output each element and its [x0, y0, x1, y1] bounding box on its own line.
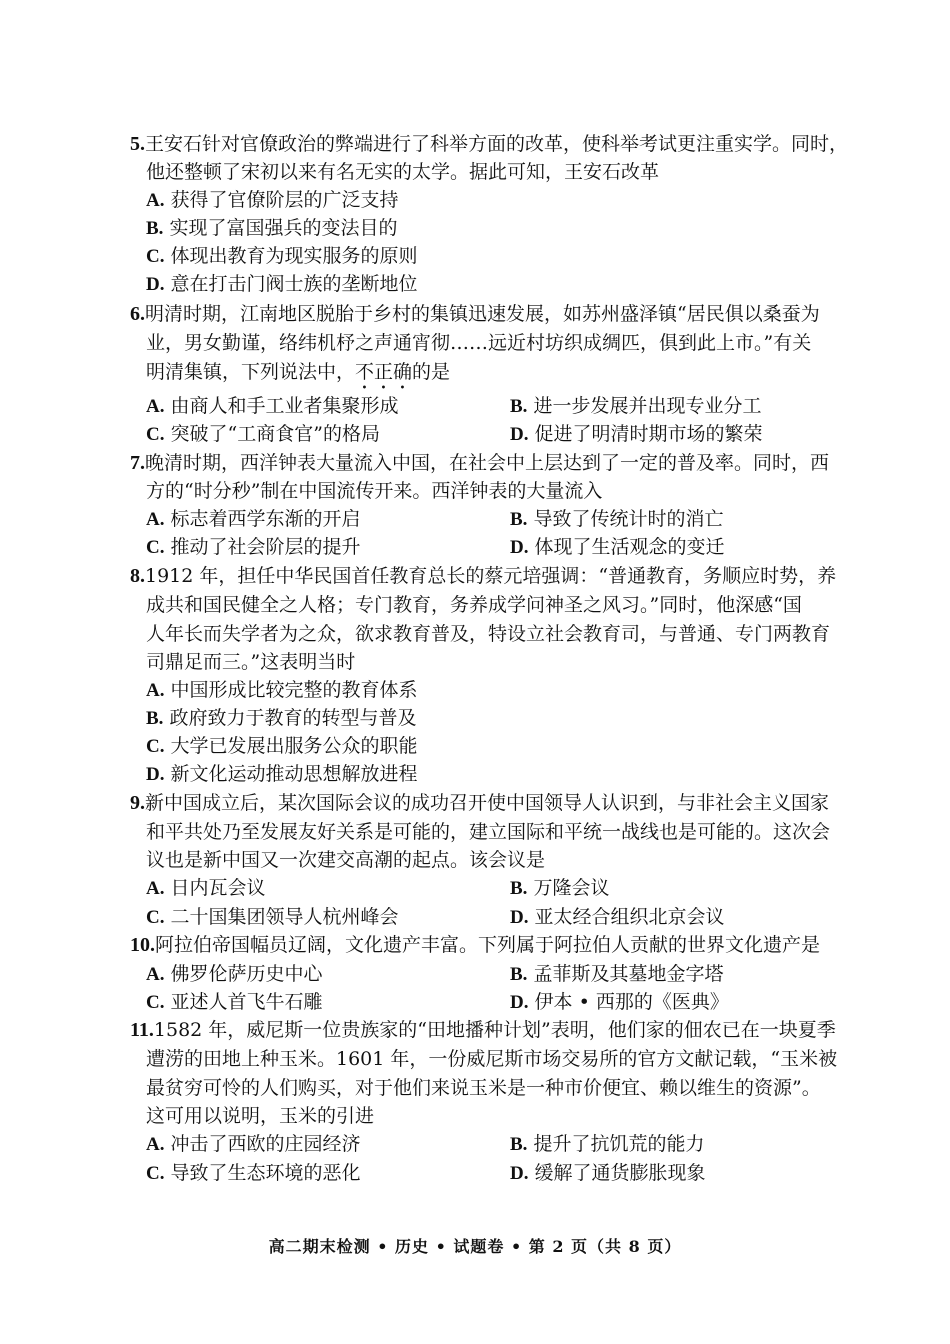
question-5-line-1	[130, 130, 850, 158]
option-text: 导致了生态环境的恶化	[170, 1162, 361, 1184]
option-a[interactable]	[146, 505, 361, 534]
option-text: 体现了生活观念的变迁	[534, 536, 725, 558]
option-letter: A.	[146, 396, 165, 417]
question-text: 阿拉伯帝国幅员辽阔，文化遗产丰富。下列属于阿拉伯人贡献的世界文化遗产是	[155, 934, 821, 956]
option-c[interactable]	[146, 732, 418, 761]
option-text: 提升了抗饥荒的能力	[533, 1133, 705, 1155]
question-number: 11.	[130, 1019, 154, 1041]
question-9-line-3: 议也是新中国又一次建交高潮的起点。该会议是	[146, 849, 546, 871]
question-text: 的是	[412, 361, 451, 383]
option-b[interactable]	[510, 1130, 705, 1159]
option-letter: C.	[146, 1163, 165, 1184]
option-d[interactable]	[510, 903, 725, 932]
option-text: 佛罗伦萨历史中心	[170, 963, 323, 985]
option-a[interactable]	[146, 960, 323, 989]
option-text: 孟菲斯及其墓地金字塔	[533, 963, 724, 985]
option-letter: B.	[510, 1134, 528, 1155]
question-text: 明清集镇，下列说法中，	[146, 361, 356, 383]
question-10-line-1	[130, 931, 850, 959]
option-letter: A.	[146, 509, 165, 530]
option-text: 二十国集团领导人杭州峰会	[170, 906, 399, 928]
question-number: 6.	[130, 303, 145, 325]
option-text: 亚述人首飞牛石雕	[170, 991, 323, 1013]
option-c[interactable]	[146, 533, 361, 562]
option-letter: D.	[510, 992, 529, 1013]
option-text: 由商人和手工业者集聚形成	[170, 395, 399, 417]
option-letter: C.	[146, 537, 165, 558]
option-letter: C.	[146, 246, 165, 267]
option-b[interactable]	[510, 392, 762, 421]
option-text: 日内瓦会议	[170, 877, 266, 899]
option-a[interactable]	[146, 874, 266, 903]
option-text: 获得了官僚阶层的广泛支持	[170, 189, 399, 211]
question-8-line-1	[130, 562, 850, 590]
option-d[interactable]	[510, 988, 729, 1017]
question-number: 8.	[130, 565, 145, 587]
question-text: 晚清时期，西洋钟表大量流入中国，在社会中上层达到了一定的普及率。同时，西	[145, 452, 830, 474]
question-9-line-2: 和平共处乃至发展友好关系是可能的，建立国际和平统一战线也是可能的。这次会	[146, 821, 831, 843]
question-number: 5.	[130, 133, 145, 155]
question-6-line-2: 业，男女勤谨，络纬机杼之声通宵彻……远近村坊织成绸匹，俱到此上市。”有关	[146, 332, 812, 354]
question-5-line-2: 他还整顿了宋初以来有名无实的太学。据此可知，王安石改革	[146, 161, 660, 183]
option-letter: B.	[146, 708, 164, 729]
option-a[interactable]	[146, 676, 418, 705]
option-letter: C.	[146, 424, 165, 445]
page-footer: 高二期末检测 • 历史 • 试题卷 • 第 2 页（共 8 页）	[268, 1237, 682, 1256]
option-letter: D.	[510, 424, 529, 445]
option-letter: B.	[510, 396, 528, 417]
question-text: 明清时期，江南地区脱胎于乡村的集镇迅速发展，如苏州盛泽镇“居民俱以桑蚕为	[145, 303, 820, 325]
option-letter: B.	[510, 509, 528, 530]
option-text: 体现出教育为现实服务的原则	[170, 245, 418, 267]
question-text: 王安石针对官僚政治的弊端进行了科举方面的改革，使科举考试更注重实学。同时，	[145, 133, 849, 155]
option-letter: C.	[146, 907, 165, 928]
question-11-line-1	[130, 1016, 850, 1044]
question-8-line-3: 人年长而失学者为之众，欲求教育普及，特设立社会教育司，与普通、专门两教育	[146, 623, 831, 645]
option-text: 实现了富国强兵的变法目的	[169, 217, 398, 239]
option-letter: A.	[146, 1134, 165, 1155]
question-6-line-3	[146, 358, 866, 394]
option-letter: A.	[146, 190, 165, 211]
question-7-line-2: 方的“时分秒”制在中国流传开来。西洋钟表的大量流入	[146, 480, 603, 502]
option-text: 中国形成比较完整的教育体系	[170, 679, 418, 701]
question-11-line-4: 这可用以说明，玉米的引进	[146, 1105, 375, 1127]
option-d[interactable]	[146, 270, 418, 299]
option-letter: D.	[146, 764, 165, 785]
option-text: 冲击了西欧的庄园经济	[170, 1133, 361, 1155]
option-b[interactable]	[146, 214, 398, 243]
option-letter: B.	[510, 964, 528, 985]
option-b[interactable]	[510, 960, 724, 989]
question-6-line-1	[130, 300, 850, 328]
option-text: 导致了传统计时的消亡	[533, 508, 724, 530]
option-a[interactable]	[146, 1130, 361, 1159]
question-text: 1582 年，威尼斯一位贵族家的“田地播种计划”表明，他们家的佃农已在一块夏季	[153, 1019, 836, 1041]
option-text: 标志着西学东渐的开启	[170, 508, 361, 530]
option-letter: C.	[146, 992, 165, 1013]
question-text: 新中国成立后，某次国际会议的成功召开使中国领导人认识到，与非社会主义国家	[145, 792, 830, 814]
option-text: 亚太经合组织北京会议	[534, 906, 725, 928]
option-c[interactable]	[146, 242, 418, 271]
option-c[interactable]	[146, 420, 380, 449]
question-number: 9.	[130, 792, 145, 814]
option-letter: D.	[510, 537, 529, 558]
option-d[interactable]	[510, 1159, 706, 1188]
option-b[interactable]	[510, 874, 610, 903]
option-d[interactable]	[146, 760, 418, 789]
option-d[interactable]	[510, 420, 763, 449]
question-8-line-2: 成共和国民健全之人格；专门教育，务养成学问神圣之风习。”同时，他深感“国	[146, 594, 802, 616]
question-number: 7.	[130, 452, 145, 474]
emphasis-negative: 不正确	[355, 361, 413, 383]
option-letter: C.	[146, 736, 165, 757]
option-text: 伊本 • 西那的《医典》	[534, 991, 729, 1013]
option-text: 促进了明清时期市场的繁荣	[534, 423, 763, 445]
option-a[interactable]	[146, 392, 399, 421]
option-text: 推动了社会阶层的提升	[170, 536, 361, 558]
option-letter: D.	[510, 1163, 529, 1184]
option-letter: D.	[510, 907, 529, 928]
option-text: 进一步发展并出现专业分工	[533, 395, 762, 417]
question-7-line-1	[130, 449, 850, 477]
option-b[interactable]	[510, 505, 724, 534]
option-text: 政府致力于教育的转型与普及	[169, 707, 417, 729]
question-text: 1912 年，担任中华民国首任教育总长的蔡元培强调：“普通教育，务顺应时势，养	[145, 565, 837, 587]
question-11-line-3: 最贫穷可怜的人们购买，对于他们来说玉米是一种市价便宜、赖以维生的资源”。	[146, 1077, 821, 1099]
question-11-line-2: 遭涝的田地上种玉米。1601 年，一份威尼斯市场交易所的官方文献记载，“玉米被	[146, 1048, 838, 1070]
option-text: 突破了“工商食官”的格局	[170, 423, 380, 445]
question-8-line-4: 司鼎足而三。”这表明当时	[146, 651, 356, 673]
option-letter: A.	[146, 964, 165, 985]
option-text: 缓解了通货膨胀现象	[534, 1162, 706, 1184]
question-number: 10.	[130, 934, 155, 956]
option-c[interactable]	[146, 988, 323, 1017]
option-text: 万隆会议	[533, 877, 610, 899]
option-text: 大学已发展出服务公众的职能	[170, 735, 418, 757]
option-letter: A.	[146, 878, 165, 899]
option-c[interactable]	[146, 1159, 361, 1188]
option-letter: D.	[146, 274, 165, 295]
option-c[interactable]	[146, 903, 399, 932]
option-letter: B.	[146, 218, 164, 239]
question-9-line-1	[130, 789, 850, 817]
option-letter: A.	[146, 680, 165, 701]
option-a[interactable]	[146, 186, 399, 215]
option-d[interactable]	[510, 533, 725, 562]
option-letter: B.	[510, 878, 528, 899]
option-text: 新文化运动推动思想解放进程	[170, 763, 418, 785]
option-text: 意在打击门阀士族的垄断地位	[170, 273, 418, 295]
option-b[interactable]	[146, 704, 417, 733]
